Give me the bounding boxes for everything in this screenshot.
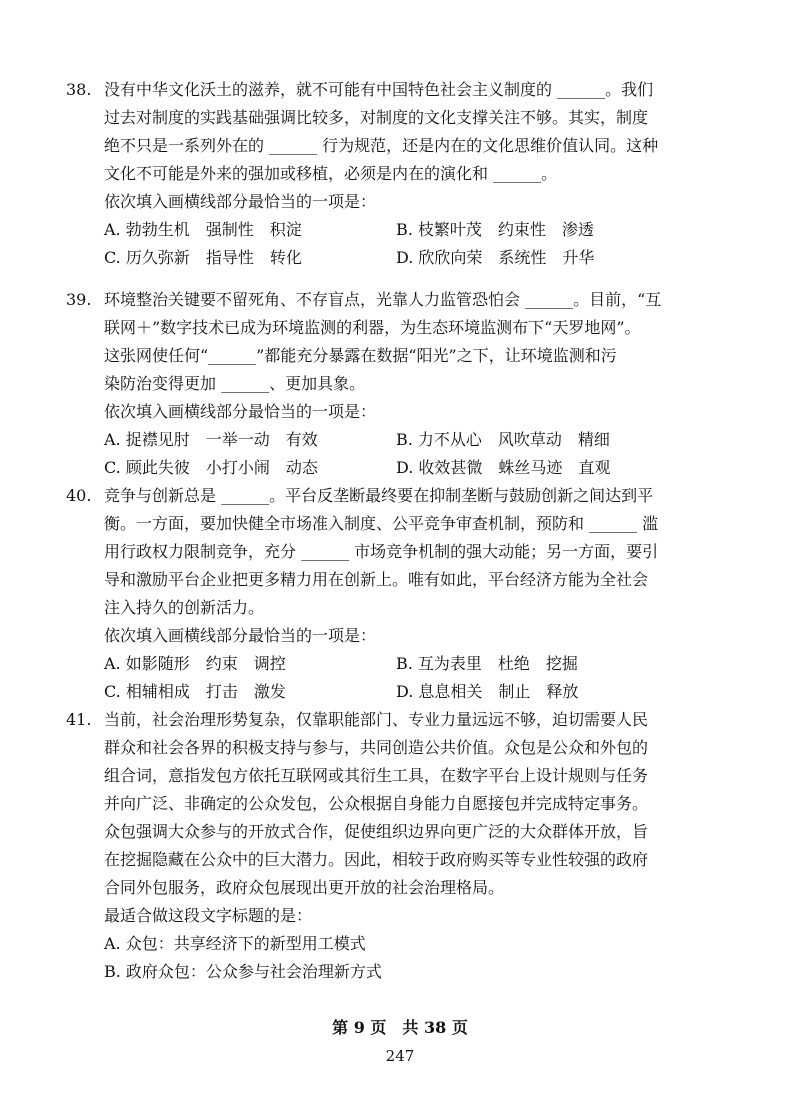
question-text: 当前，社会治理形势复杂，仅靠职能部门、专业力量远远不够，迫切需要人民 (104, 710, 649, 729)
question-number: 39. (66, 290, 92, 309)
question-line: 绝不只是一系列外在的 ______ 行为规范，还是内在的文化思维价值认同。这种 (104, 136, 659, 155)
option-a: A. 如影随形 约束 调控 (104, 654, 286, 673)
question-line (66, 286, 704, 314)
question-line: 衡。一方面，要加快健全市场准入制度、公平竞争审查机制，预防和 ______ 滥 (104, 514, 659, 533)
options-row (104, 650, 704, 678)
question-41 (66, 706, 704, 986)
option-b: B. 力不从心 风吹草动 精细 (396, 430, 610, 449)
question-line: 在挖掘隐藏在公众中的巨大潜力。因此，相较于政府购买等专业性较强的政府 (104, 850, 649, 869)
question-39 (66, 286, 704, 482)
question-line: 导和激励平台企业把更多精力用在创新上。唯有如此，平台经济方能为全社会 (104, 570, 649, 589)
question-line: 过去对制度的实践基础强调比较多，对制度的文化支撑关注不够。其实，制度 (104, 108, 649, 127)
question-line: 并向广泛、非确定的公众发包，公众根据自身能力自愿接包并完成特定事务。 (104, 794, 649, 813)
page-indicator: 第 9 页 共 38 页 (332, 1018, 468, 1037)
question-text: 环境整治关键要不留死角、不存盲点，光靠人力监管恐怕会 ______。目前，“互 (104, 290, 662, 309)
question-line: 合同外包服务，政府众包展现出更开放的社会治理格局。 (104, 878, 505, 897)
question-40 (66, 482, 704, 706)
option-a: A. 勃勃生机 强制性 积淀 (104, 220, 302, 239)
question-line: 染防治变得更加 ______、更加具象。 (104, 374, 366, 393)
option-d: D. 息息相关 制止 释放 (396, 682, 579, 701)
question-line: 联网＋”数字技术已成为环境监测的利器，为生态环境监测布下“天罗地网”。 (104, 318, 641, 337)
option-b: B. 枝繁叶茂 约束性 渗透 (396, 220, 594, 239)
option-c: C. 顾此失彼 小打小闹 动态 (104, 458, 318, 477)
question-line (66, 706, 704, 734)
question-number: 38. (66, 80, 92, 99)
question-line: 组合词，意指发包方依托互联网或其衍生工具，在数字平台上设计规则与任务 (104, 766, 649, 785)
options-row (104, 244, 704, 272)
options-row (104, 426, 704, 454)
options-row (104, 216, 704, 244)
question-line (66, 76, 704, 104)
options-row (104, 454, 704, 482)
option-b: B. 互为表里 杜绝 挖掘 (396, 654, 578, 673)
question-number: 40. (66, 486, 92, 505)
question-prompt: 依次填入画横线部分最恰当的一项是： (104, 402, 377, 421)
question-line: 文化不可能是外来的强加或移植，必须是内在的演化和 ______。 (104, 164, 558, 183)
option-d: D. 收效甚微 蛛丝马迹 直观 (396, 458, 611, 477)
question-38 (66, 76, 704, 272)
question-line (66, 482, 704, 510)
question-text: 竞争与创新总是 ______。平台反垄断最终要在抑制垄断与鼓励创新之间达到平 (104, 486, 654, 505)
question-line: 注入持久的创新活力。 (104, 598, 265, 617)
question-text: 没有中华文化沃土的滋养，就不可能有中国特色社会主义制度的 ______。我们 (104, 80, 654, 99)
options-row (104, 678, 704, 706)
question-line: 群众和社会各界的积极支持与参与，共同创造公共价值。众包是公众和外包的 (104, 738, 649, 757)
page-number: 247 (385, 1047, 415, 1065)
question-line: 众包强调大众参与的开放式合作，促使组织边界向更广泛的大众群体开放，旨 (104, 822, 649, 841)
option-a: A. 捉襟见肘 一举一动 有效 (104, 430, 318, 449)
question-prompt: 依次填入画横线部分最恰当的一项是： (104, 192, 377, 211)
option-a: A. 众包：共享经济下的新型用工模式 (104, 934, 366, 953)
option-c: C. 相辅相成 打击 激发 (104, 682, 286, 701)
option-c: C. 历久弥新 指导性 转化 (104, 248, 302, 267)
question-prompt: 最适合做这段文字标题的是： (104, 906, 313, 925)
question-line: 用行政权力限制竞争，充分 ______ 市场竞争机制的强大动能；另一方面，要引 (104, 542, 659, 561)
option-b: B. 政府众包：公众参与社会治理新方式 (104, 962, 382, 981)
question-line: 这张网使任何“______”都能充分暴露在数据“阳光”之下，让环境监测和污 (104, 346, 617, 365)
question-number: 41. (66, 710, 92, 729)
question-prompt: 依次填入画横线部分最恰当的一项是： (104, 626, 377, 645)
option-d: D. 欣欣向荣 系统性 升华 (396, 248, 595, 267)
